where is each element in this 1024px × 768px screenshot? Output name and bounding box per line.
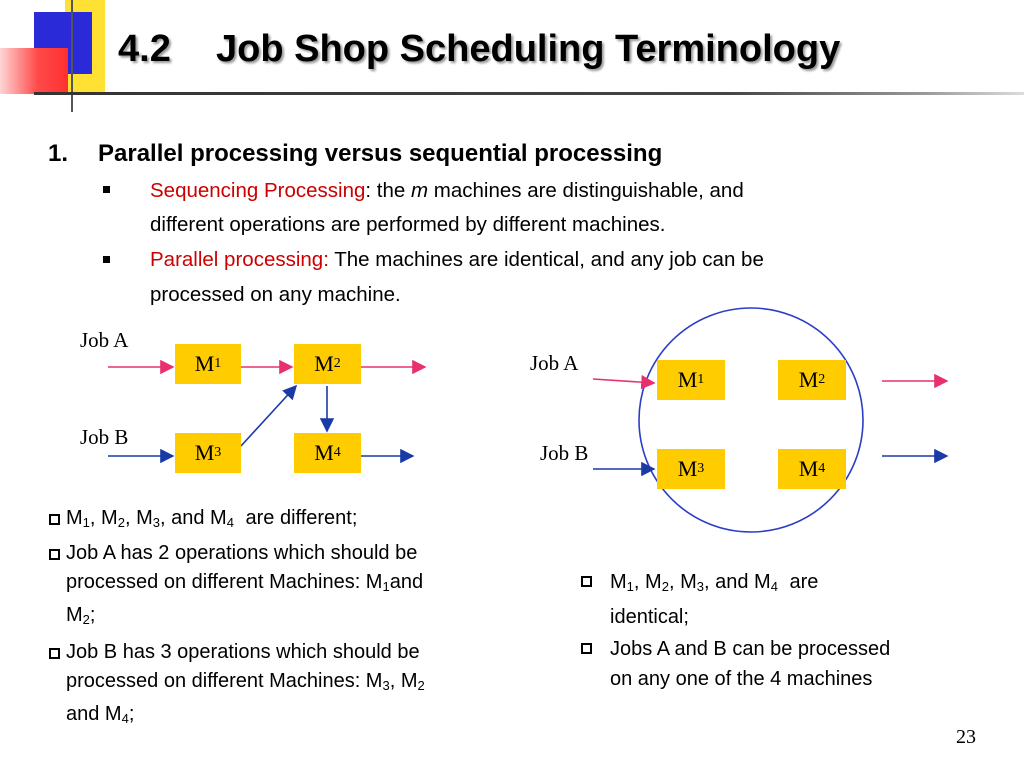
machine-name: M: [798, 367, 819, 392]
hollow-bullet-icon: [581, 576, 592, 587]
machine-subscript: 4: [333, 445, 341, 460]
machine-subscript: 1: [697, 372, 705, 387]
list-subscript: 1: [626, 579, 634, 594]
bullet-sequencing-line2: different operations are performed by different machines.: [150, 213, 666, 236]
list-text: ,: [89, 507, 102, 529]
machine-subscript: 2: [333, 356, 341, 371]
left-machine-m1: [175, 344, 241, 384]
section-number: 1.: [48, 140, 69, 167]
machine-name: M: [314, 440, 334, 465]
list-text: processed on different Machines: M: [66, 571, 383, 593]
machine-name: M: [194, 351, 215, 376]
list-text: Job B has 3 operations which should be: [66, 641, 420, 663]
right-machine-m3: [657, 449, 725, 489]
list-item: [578, 567, 998, 632]
arrow-m3-to-m2: [241, 386, 296, 446]
term-sequencing: Sequencing Processing: [150, 179, 366, 202]
hollow-bullet-icon: [49, 514, 60, 525]
list-text: ,: [668, 571, 681, 593]
list-text: , and: [159, 507, 211, 529]
term-parallel: Parallel processing:: [150, 248, 329, 271]
list-text: ;: [128, 703, 135, 725]
machine-pool-circle: [639, 308, 863, 532]
arrow-right-job-a-in: [593, 379, 654, 383]
machine-subscript: 4: [818, 461, 826, 476]
list-text: and: [389, 571, 424, 593]
bullet-text: : the: [365, 179, 411, 202]
list-subscript: 1: [82, 515, 90, 530]
list-subscript: 1: [382, 579, 390, 594]
bullet-parallel-line2: processed on any machine.: [150, 283, 401, 306]
page-number: 23: [956, 726, 976, 748]
list-text: ,: [633, 571, 646, 593]
list-subscript: 2: [661, 579, 669, 594]
variable-m: m: [410, 179, 429, 202]
left-machine-m2: [294, 344, 361, 384]
left-machine-m3: [175, 433, 241, 473]
list-text: are: [783, 571, 819, 593]
machine-name: M: [677, 367, 698, 392]
machine-name: M: [314, 351, 334, 376]
list-item: [578, 634, 998, 694]
list-text: Job A has 2 operations which should be: [66, 542, 418, 564]
hollow-bullet-icon: [49, 549, 60, 560]
list-text: , and: [703, 571, 755, 593]
machine-name: M: [677, 456, 698, 481]
list-subscript: 3: [696, 579, 704, 594]
list-text: M: [680, 571, 697, 593]
right-job-b-label: Job B: [540, 441, 589, 465]
list-subscript: 4: [770, 579, 778, 594]
list-text: and M: [66, 703, 122, 725]
list-subscript: 4: [121, 711, 129, 726]
section-heading-text: Parallel processing versus sequential processing: [98, 140, 663, 167]
title-number: 4.2: [118, 28, 171, 70]
machine-name: M: [798, 456, 819, 481]
right-job-a-label: Job A: [530, 351, 579, 375]
list-text: processed on different Machines: M: [66, 670, 383, 692]
right-machine-m4: [778, 449, 846, 489]
list-subscript: 4: [226, 515, 234, 530]
hollow-bullet-icon: [49, 648, 60, 659]
machine-subscript: 2: [818, 372, 826, 387]
list-item: [48, 504, 568, 537]
left-notes-list: [48, 504, 568, 733]
list-subscript: 2: [117, 515, 125, 530]
list-text: M: [210, 507, 227, 529]
left-job-b-label: Job B: [80, 425, 129, 449]
bullet-text: The machines are identical, and any job can be: [328, 248, 764, 271]
machine-subscript: 3: [214, 445, 222, 460]
list-text: ,: [124, 507, 137, 529]
machine-subscript: 1: [214, 356, 222, 371]
list-text: M: [610, 571, 627, 593]
list-subscript: 3: [382, 678, 390, 693]
right-notes-list: [578, 567, 998, 694]
list-text: are different;: [239, 507, 358, 529]
left-machine-m4: [294, 433, 361, 473]
list-text: ;: [89, 604, 96, 626]
hollow-bullet-icon: [581, 643, 592, 654]
list-text: M: [66, 507, 83, 529]
list-item: [48, 539, 568, 634]
list-text: M: [66, 604, 83, 626]
right-machine-m1: [657, 360, 725, 400]
list-text: M: [136, 507, 153, 529]
list-text: M: [645, 571, 662, 593]
list-text: , M: [389, 670, 418, 692]
right-machine-m2: [778, 360, 846, 400]
list-text: identical;: [610, 606, 689, 628]
list-text: on any one of the 4 machines: [610, 668, 873, 690]
list-text: M: [101, 507, 118, 529]
list-subscript: 2: [82, 612, 90, 627]
machine-name: M: [194, 440, 215, 465]
list-subscript: 2: [417, 678, 425, 693]
bullet-text: machines are distinguishable, and: [428, 179, 744, 202]
left-job-a-label: Job A: [80, 328, 129, 352]
title-text: Job Shop Scheduling Terminology: [216, 28, 841, 70]
list-item: [48, 638, 568, 733]
machine-subscript: 3: [697, 461, 705, 476]
list-text: M: [754, 571, 771, 593]
list-text: Jobs A and B can be processed: [610, 638, 891, 660]
list-subscript: 3: [152, 515, 160, 530]
